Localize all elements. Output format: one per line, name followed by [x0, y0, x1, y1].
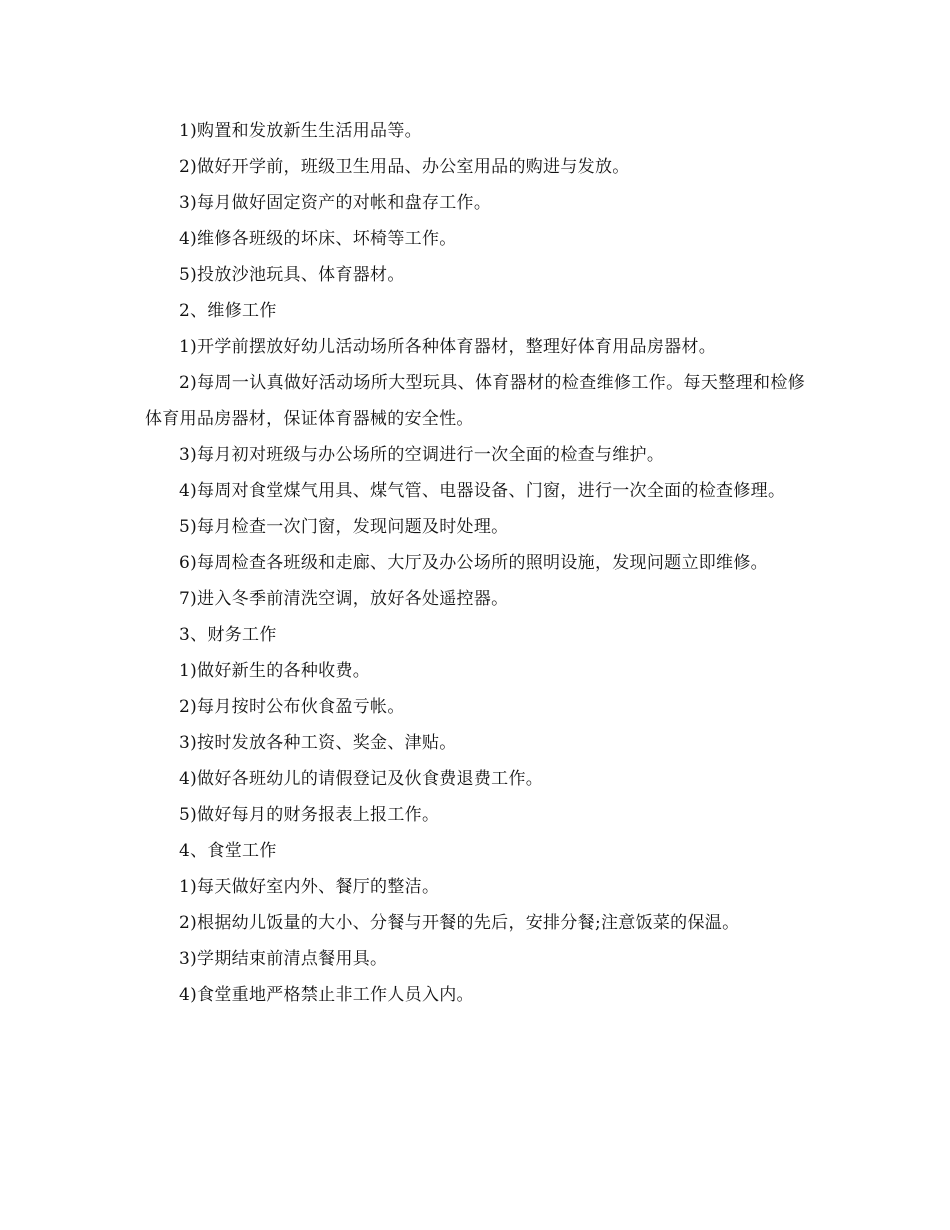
- section-heading-finance: 3、财务工作: [179, 625, 277, 645]
- paragraph-cleanliness: 1)每天做好室内外、餐厅的整洁。: [179, 877, 440, 897]
- paragraph-repair-beds: 4)维修各班级的坏床、坏椅等工作。: [179, 229, 457, 249]
- paragraph-sports-equipment: 1)开学前摆放好幼儿活动场所各种体育器材，整理好体育用品房器材。: [179, 337, 717, 357]
- paragraph-weekly-inspection: 2)每周一认真做好活动场所大型玩具、体育器材的检查维修工作。每天整理和检修体育用品房器材，保证体育器械的安全性。: [145, 373, 805, 429]
- section-heading-canteen: 4、食堂工作: [179, 841, 277, 861]
- paragraph-meal-accounts: 2)每月按时公布伙食盈亏帐。: [179, 697, 405, 717]
- paragraph-canteen-gas: 4)每周对食堂煤气用具、煤气管、电器设备、门窗，进行一次全面的检查修理。: [179, 481, 786, 501]
- paragraph-class-supplies: 2)做好开学前，班级卫生用品、办公室用品的购进与发放。: [179, 157, 630, 177]
- paragraph-fixed-assets: 3)每月做好固定资产的对帐和盘存工作。: [179, 193, 492, 213]
- document-page: [145, 113, 805, 1013]
- paragraph-leave-refund: 4)做好各班幼儿的请假登记及伙食费退费工作。: [179, 769, 544, 789]
- paragraph-meal-portions: 2)根据幼儿饭量的大小、分餐与开餐的先后，安排分餐;注意饭菜的保温。: [179, 913, 740, 933]
- paragraph-doors-windows: 5)每月检查一次门窗，发现问题及时处理。: [179, 517, 509, 537]
- paragraph-financial-reports: 5)做好每月的财务报表上报工作。: [179, 805, 440, 825]
- paragraph-lighting: 6)每周检查各班级和走廊、大厅及办公场所的照明设施，发现问题立即维修。: [179, 553, 768, 573]
- paragraph-fees: 1)做好新生的各种收费。: [179, 661, 371, 681]
- paragraph-salaries: 3)按时发放各种工资、奖金、津贴。: [179, 733, 457, 753]
- paragraph-sandpit-toys: 5)投放沙池玩具、体育器材。: [179, 265, 405, 285]
- paragraph-air-conditioner: 3)每月初对班级与办公场所的空调进行一次全面的检查与维护。: [179, 445, 665, 465]
- paragraph-tableware: 3)学期结束前清点餐用具。: [179, 949, 388, 969]
- paragraph-winter-ac: 7)进入冬季前清洗空调，放好各处遥控器。: [179, 589, 509, 609]
- paragraph-purchase-supplies: 1)购置和发放新生生活用品等。: [179, 121, 422, 141]
- section-heading-maintenance: 2、维修工作: [179, 301, 277, 321]
- paragraph-restricted-access: 4)食堂重地严格禁止非工作人员入内。: [179, 985, 474, 1005]
